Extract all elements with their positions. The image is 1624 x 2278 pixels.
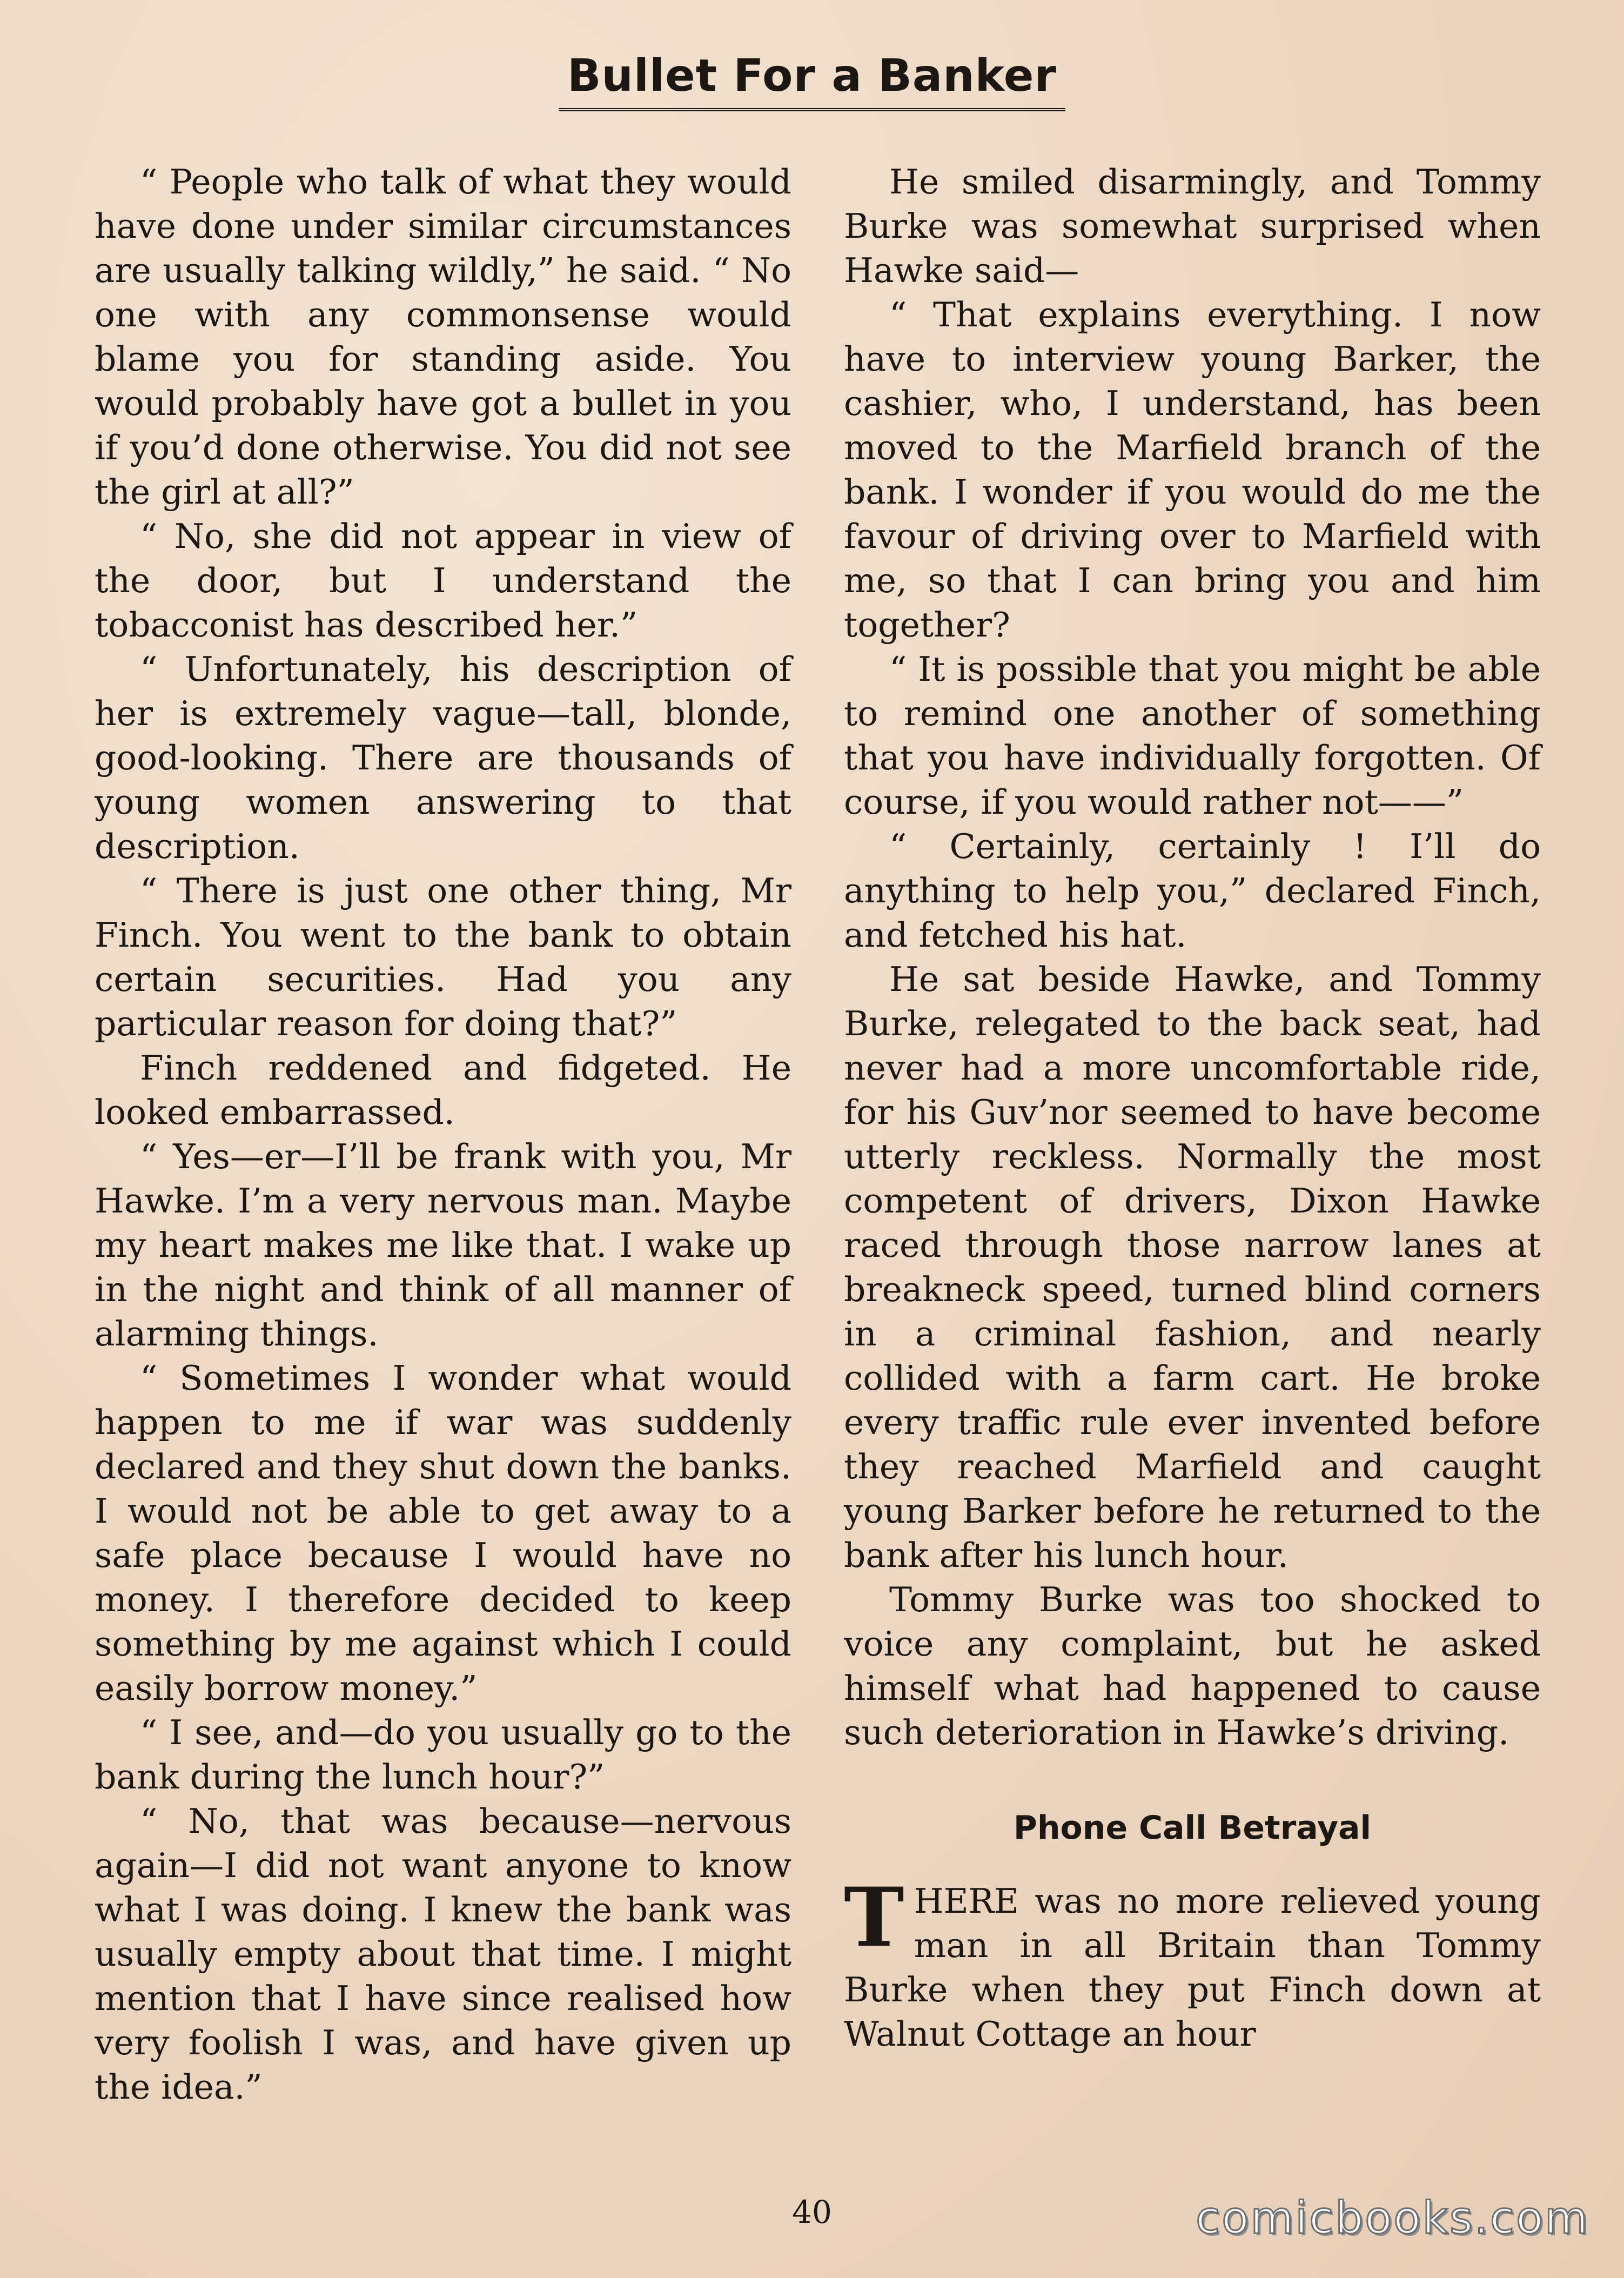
paragraph: He sat beside Hawke, and Tommy Burke, relegated to the back seat, had never had a more uncomfortable ride, for his Guv’nor seemed to have become utterly reckless. Normally the most competent of drivers, Dixon Hawke raced through those narrow lanes at breakneck speed, turned blind corners in a criminal fashion, and nearly collided with a farm cart. He broke every traffic rule ever invented before they reached Marfield and caught young Barker before he returned to the bank after his lunch hour. <box>844 960 1541 1575</box>
paragraph: “ It is possible that you might be able to remind one another of something that you have individually forgotten. Of course, if you would rather not——” <box>844 649 1541 822</box>
right-column <box>844 160 1541 2056</box>
paragraph: “ That explains everything. I now have to interview young Barker, the cashier, who, I understand, has been moved to the Marfield branch of the bank. I wonder if you would do me the favour of driving over to Marfield with me, so that I can bring you and him together? <box>844 295 1541 645</box>
left-column <box>95 160 791 2109</box>
paragraph: Tommy Burke was too shocked to voice any complaint, but he asked himself what had happened to cause such deterioration in Hawke’s driving. <box>844 1580 1541 1752</box>
page-number: 40 <box>792 2194 832 2230</box>
paragraph: “ There is just one other thing, Mr Finch. You went to the bank to obtain certain securities. Had you any particular reason for doing that?” <box>95 871 791 1043</box>
paragraph: Finch reddened and fidgeted. He looked embarrassed. <box>95 1048 791 1132</box>
page-title-text: Bullet For a Banker <box>559 54 1065 111</box>
paragraph: “ People who talk of what they would have done under similar circumstances are usually talking wildly,” he said. “ No one with any commonsense would blame you for standing aside. You would probably have got a bullet in you if you’d done otherwise. You did not see the girl at all?” <box>95 162 791 512</box>
paragraph: “ Unfortunately, his description of her is extremely vague—tall, blonde, good-looking. There are thousands of young women answering to that description. <box>95 649 791 866</box>
paragraph: “ Certainly, certainly ! I’ll do anything to help you,” declared Finch, and fetched his hat. <box>844 827 1541 955</box>
section-opening-text: HERE was no more relieved young man in all Britain than Tommy Burke when they put Finch down at Walnut Cottage an hour <box>844 1881 1541 2054</box>
paragraph: “ I see, and—do you usually go to the bank during the lunch hour?” <box>95 1713 791 1797</box>
watermark-logo: comicbooks.com <box>1196 2193 1589 2244</box>
paragraph: “ No, that was because—nervous again—I did not want anyone to know what I was doing. I knew the bank was usually empty about that time. I might mention that I have since realised how very foolish I was, and have given up the idea.” <box>95 1801 791 2107</box>
paragraph: He smiled disarmingly, and Tommy Burke was somewhat surprised when Hawke said— <box>844 162 1541 290</box>
page-title <box>0 50 1624 111</box>
drop-cap: T <box>844 1870 904 1965</box>
paragraph: “ Yes—er—I’ll be frank with you, Mr Hawke. I’m a very nervous man. Maybe my heart makes me like that. I wake up in the night and think of all manner of alarming things. <box>95 1137 791 1354</box>
paragraph: “ No, she did not appear in view of the door, but I understand the tobacconist has described her.” <box>95 517 791 645</box>
section-opening-paragraph <box>844 1870 1541 2056</box>
section-heading: Phone Call Betrayal <box>1013 1809 1372 1847</box>
paragraph: “ Sometimes I wonder what would happen to me if war was suddenly declared and they shut down the banks. I would not be able to get away to a safe place because I would have no money. I therefore decided to keep something by me against which I could easily borrow money.” <box>95 1358 791 1708</box>
